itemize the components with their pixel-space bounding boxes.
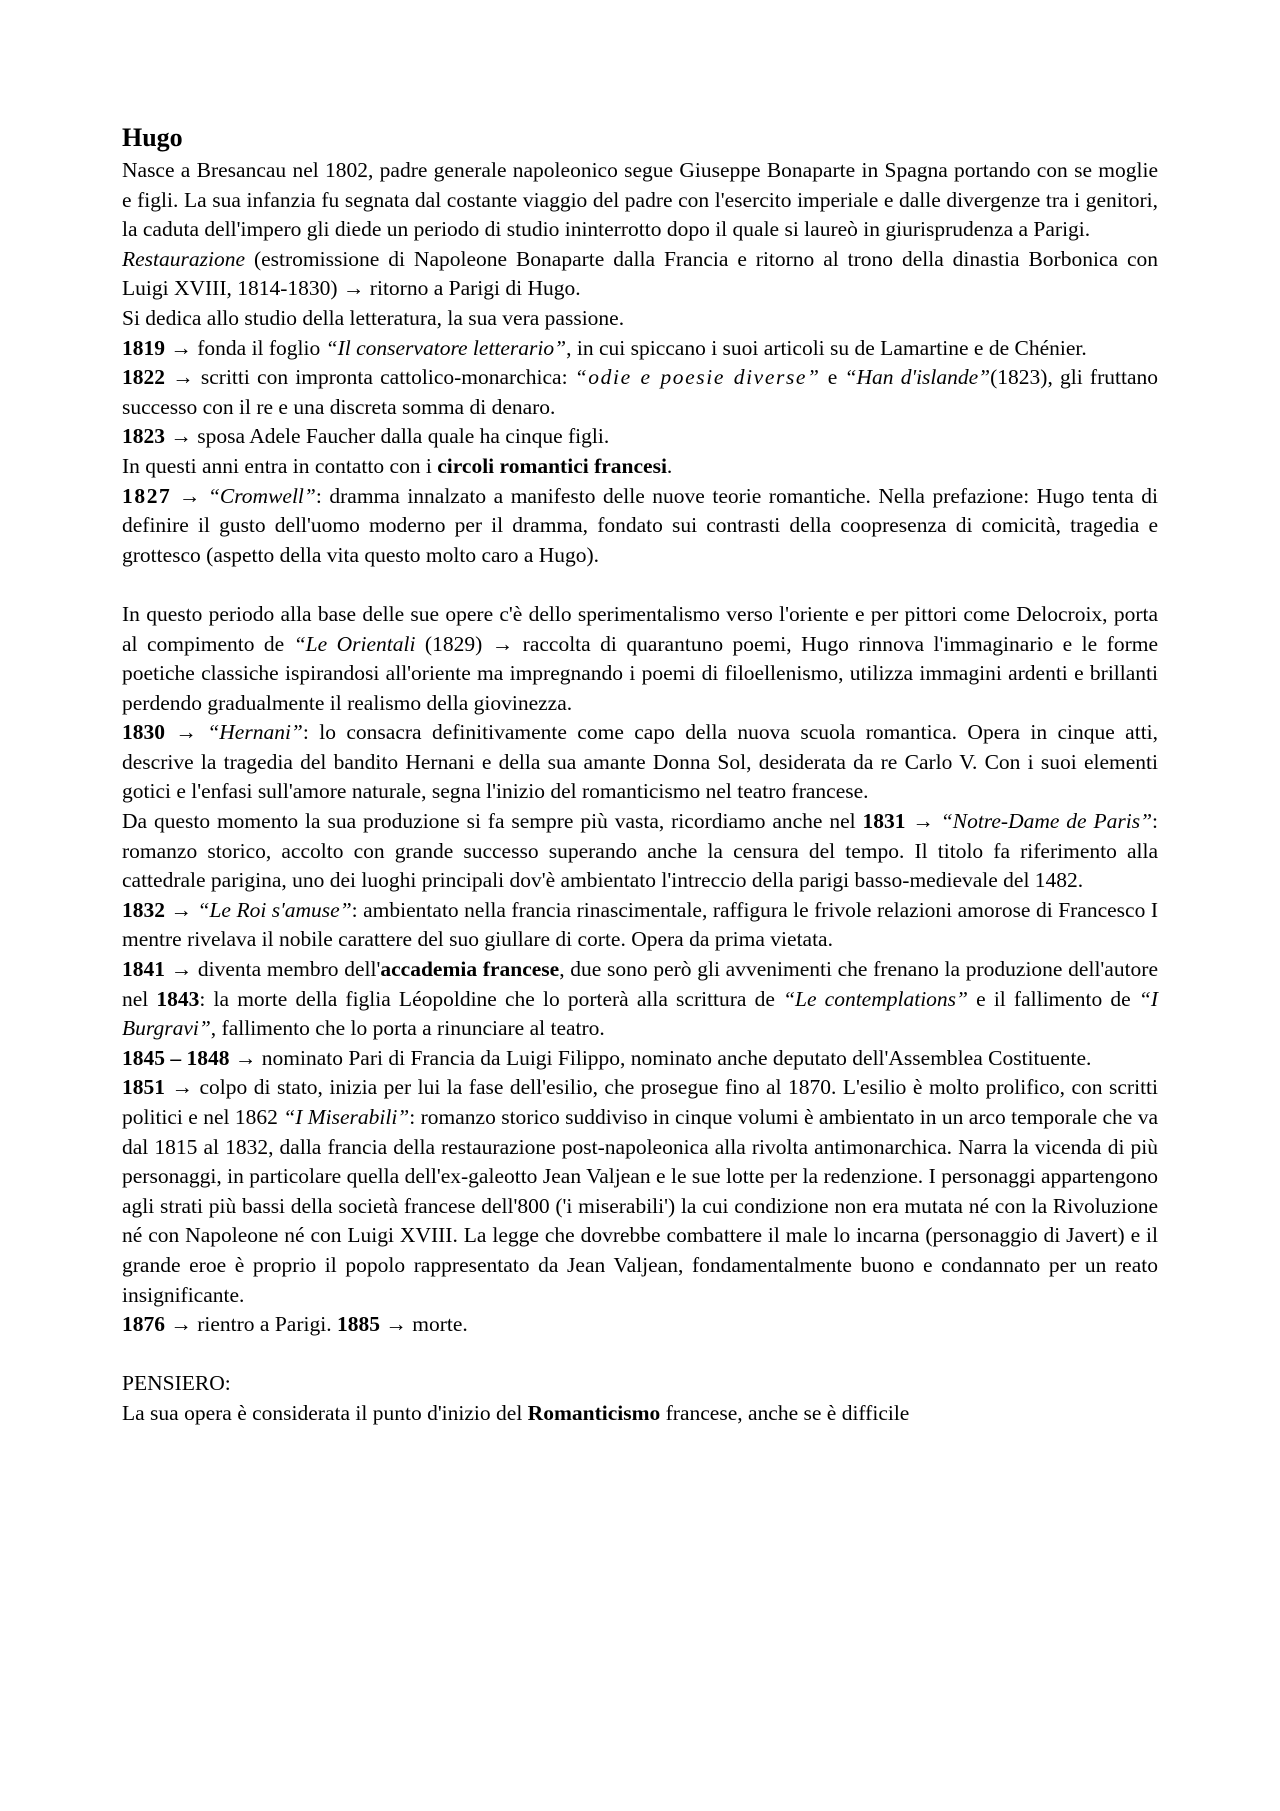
year-1851: 1851 [122, 1075, 165, 1100]
paragraph-1832: 1832 → “Le Roi s'amuse”: ambientato nella francia rinascimentale, raffigura le frivole relazioni amorose di Francesco I mentre rivelava il nobile carattere del suo giullare di corte. Opera da prima vietata. [122, 897, 1158, 952]
year-1841: 1841 [122, 957, 165, 982]
paragraph-1830: 1830 → “Hernani”: lo consacra definitivamente come capo della nuova scuola romantica. Opera in cinque atti, descrive la tragedia del bandito Hernani e della sua amante Donna Sol, desiderata da re Carlo V. Con i suoi elementi gotici e l'enfasi sull'amore naturale, segna l'inizio del romanticismo nel teatro francese. [122, 720, 1159, 804]
paragraph-1845: 1845 – 1848 → nominato Pari di Francia da Luigi Filippo, nominato anche deputato dell'Assemblea Costituente. [122, 1045, 1092, 1070]
year-1819: 1819 [122, 335, 165, 360]
work-title: “Le Roi s'amuse” [197, 897, 352, 922]
paragraph-1831: Da questo momento la sua produzione si fa sempre più vasta, ricordiamo anche nel 1831 → “Notre-Dame de Paris”: romanzo storico, accolto con grande successo superando anche la censura del tempo. Il titolo fa riferimento alla cattedrale parigina, uno dei luoghi principali dov'è ambientato l'intreccio della parigi basso-medievale del 1482. [122, 809, 1159, 893]
strong-text: Romanticismo [527, 1400, 661, 1425]
year-1823: 1823 [122, 424, 165, 449]
work-title: “I Miserabili” [283, 1105, 410, 1129]
work-title: “odie e poesie diverse” [574, 365, 821, 390]
work-title: “Le contemplations” [783, 986, 968, 1011]
section-heading-pensiero: PENSIERO: [122, 1371, 231, 1396]
year-1822: 1822 [122, 365, 165, 390]
paragraph-1822: 1822 → scritti con impronta cattolico-monarchica: “odie e poesie diverse” e “Han d'islande”(1823), gli fruttano successo con il re e una discreta somma di denaro. [122, 365, 1158, 419]
year-1830: 1830 [122, 720, 165, 745]
year-1827: 1827 [122, 483, 172, 508]
page-title: Hugo [122, 123, 183, 152]
paragraph-1819: 1819 → fonda il foglio “Il conservatore letterario”, in cui spiccano i suoi articoli su de Lamartine e de Chénier. [122, 335, 1087, 360]
work-title: “Il conservatore letterario” [325, 335, 567, 360]
year-1885: 1885 [336, 1312, 380, 1337]
paragraph-1827: 1827 → “Cromwell”: dramma innalzato a manifesto delle nuove teorie romantiche. Nella prefazione: Hugo tenta di definire il gusto dell'uomo moderno per il dramma, fondato sui contrasti della coopresenza di comicità, tragedia e grottesco (aspetto della vita questo molto caro a Hugo). [122, 483, 1158, 567]
paragraph-1841: 1841 → diventa membro dell'accademia francese, due sono però gli avvenimenti che frenano la produzione dell'autore nel 1843: la morte della figlia Léopoldine che lo porterà alla scrittura de “Le contemplations” e il fallimento de “I Burgravi”, fallimento che lo porta a rinunciare al teatro. [122, 957, 1159, 1041]
paragraph-pensiero: La sua opera è considerata il punto d'inizio del Romanticismo francese, anche se è difficile [122, 1400, 910, 1425]
strong-text: accademia francese [380, 957, 560, 982]
paragraph-restaurazione: Restaurazione (estromissione di Napoleone Bonaparte dalla Francia e ritorno al trono della dinastia Borbonica con Luigi XVIII, 1814-1830) → ritorno a Parigi di Hugo. [122, 246, 1158, 301]
work-title: “Han d'islande” [844, 365, 991, 390]
paragraph-1876: 1876 → rientro a Parigi. 1885 → morte. [122, 1312, 468, 1337]
work-title: “Hernani” [207, 720, 303, 745]
paragraph-1823: 1823 → sposa Adele Faucher dalla quale ha cinque figli. [122, 424, 610, 449]
paragraph-gap [122, 1340, 1158, 1370]
paragraph-orientali: In questo periodo alla base delle sue opere c'è dello sperimentalismo verso l'oriente e per pittori come Delocroix, porta al compimento de “Le Orientali (1829) → raccolta di quarantuno poemi, Hugo rinnova l'immaginario e le forme poetiche classiche ispirandosi all'oriente ma impregnando i poemi di filoellenismo, utilizza immagini ardenti e brillanti perdendo gradualmente il realismo della giovinezza. [122, 601, 1158, 715]
work-title: “Notre-Dame de Paris” [940, 809, 1153, 834]
work-title: “Cromwell” [207, 483, 316, 508]
year-1832: 1832 [122, 897, 165, 922]
term-restaurazione: Restaurazione [122, 246, 246, 271]
year-1876: 1876 [122, 1312, 165, 1337]
paragraph-1851: 1851 → colpo di stato, inizia per lui la fase dell'esilio, che prosegue fino al 1870. L'esilio è molto prolifico, con scritti politici e nel 1862 “I Miserabili”: romanzo storico suddiviso in cinque volumi è ambientato in un arco temporale che va dal 1815 al 1832, dalla francia della restaurazione post-napoleonica alla rivolta antimonarchica. Narra la vicenda di più personaggi, in particolare quella dell'ex-galeotto Jean Valjean e le sue lotte per la redenzione. I personaggi appartengono agli strati più bassi della società francese dell'800 ('i miserabili') la cui condizione non era mutata né con la Rivoluzione né con Napoleone né con Luigi XVIII. La legge che dovrebbe combattere il male lo incarna (personaggio di Javert) e il grande eroe è proprio il popolo rappresentato da Jean Valjean, fondamentalmente buono e condannato per un reato insignificante. [122, 1075, 1158, 1307]
paragraph-gap [122, 570, 1158, 600]
year-1845-1848: 1845 – 1848 [122, 1045, 230, 1070]
document-page [122, 120, 1158, 1429]
year-1831: 1831 [862, 809, 906, 834]
strong-text: circoli romantici francesi [437, 453, 667, 478]
work-title: “I Burgravi” [122, 986, 1158, 1041]
year-1843: 1843 [156, 986, 200, 1011]
paragraph-literature: Si dedica allo studio della letteratura, la sua vera passione. [122, 305, 625, 330]
paragraph-birth: Nasce a Bresancau nel 1802, padre generale napoleonico segue Giuseppe Bonaparte in Spagna portando con se moglie e figli. La sua infanzia fu segnata dal costante viaggio del padre con l'esercito imperiale e dalle divergenze tra i genitori, la caduta dell'impero gli diede un periodo di studio ininterrotto dopo il quale si laureò in giurisprudenza a Parigi. [122, 158, 1158, 242]
work-title: “Le Orientali [293, 631, 416, 656]
paragraph-circoli: In questi anni entra in contatto con i circoli romantici francesi. [122, 453, 673, 478]
